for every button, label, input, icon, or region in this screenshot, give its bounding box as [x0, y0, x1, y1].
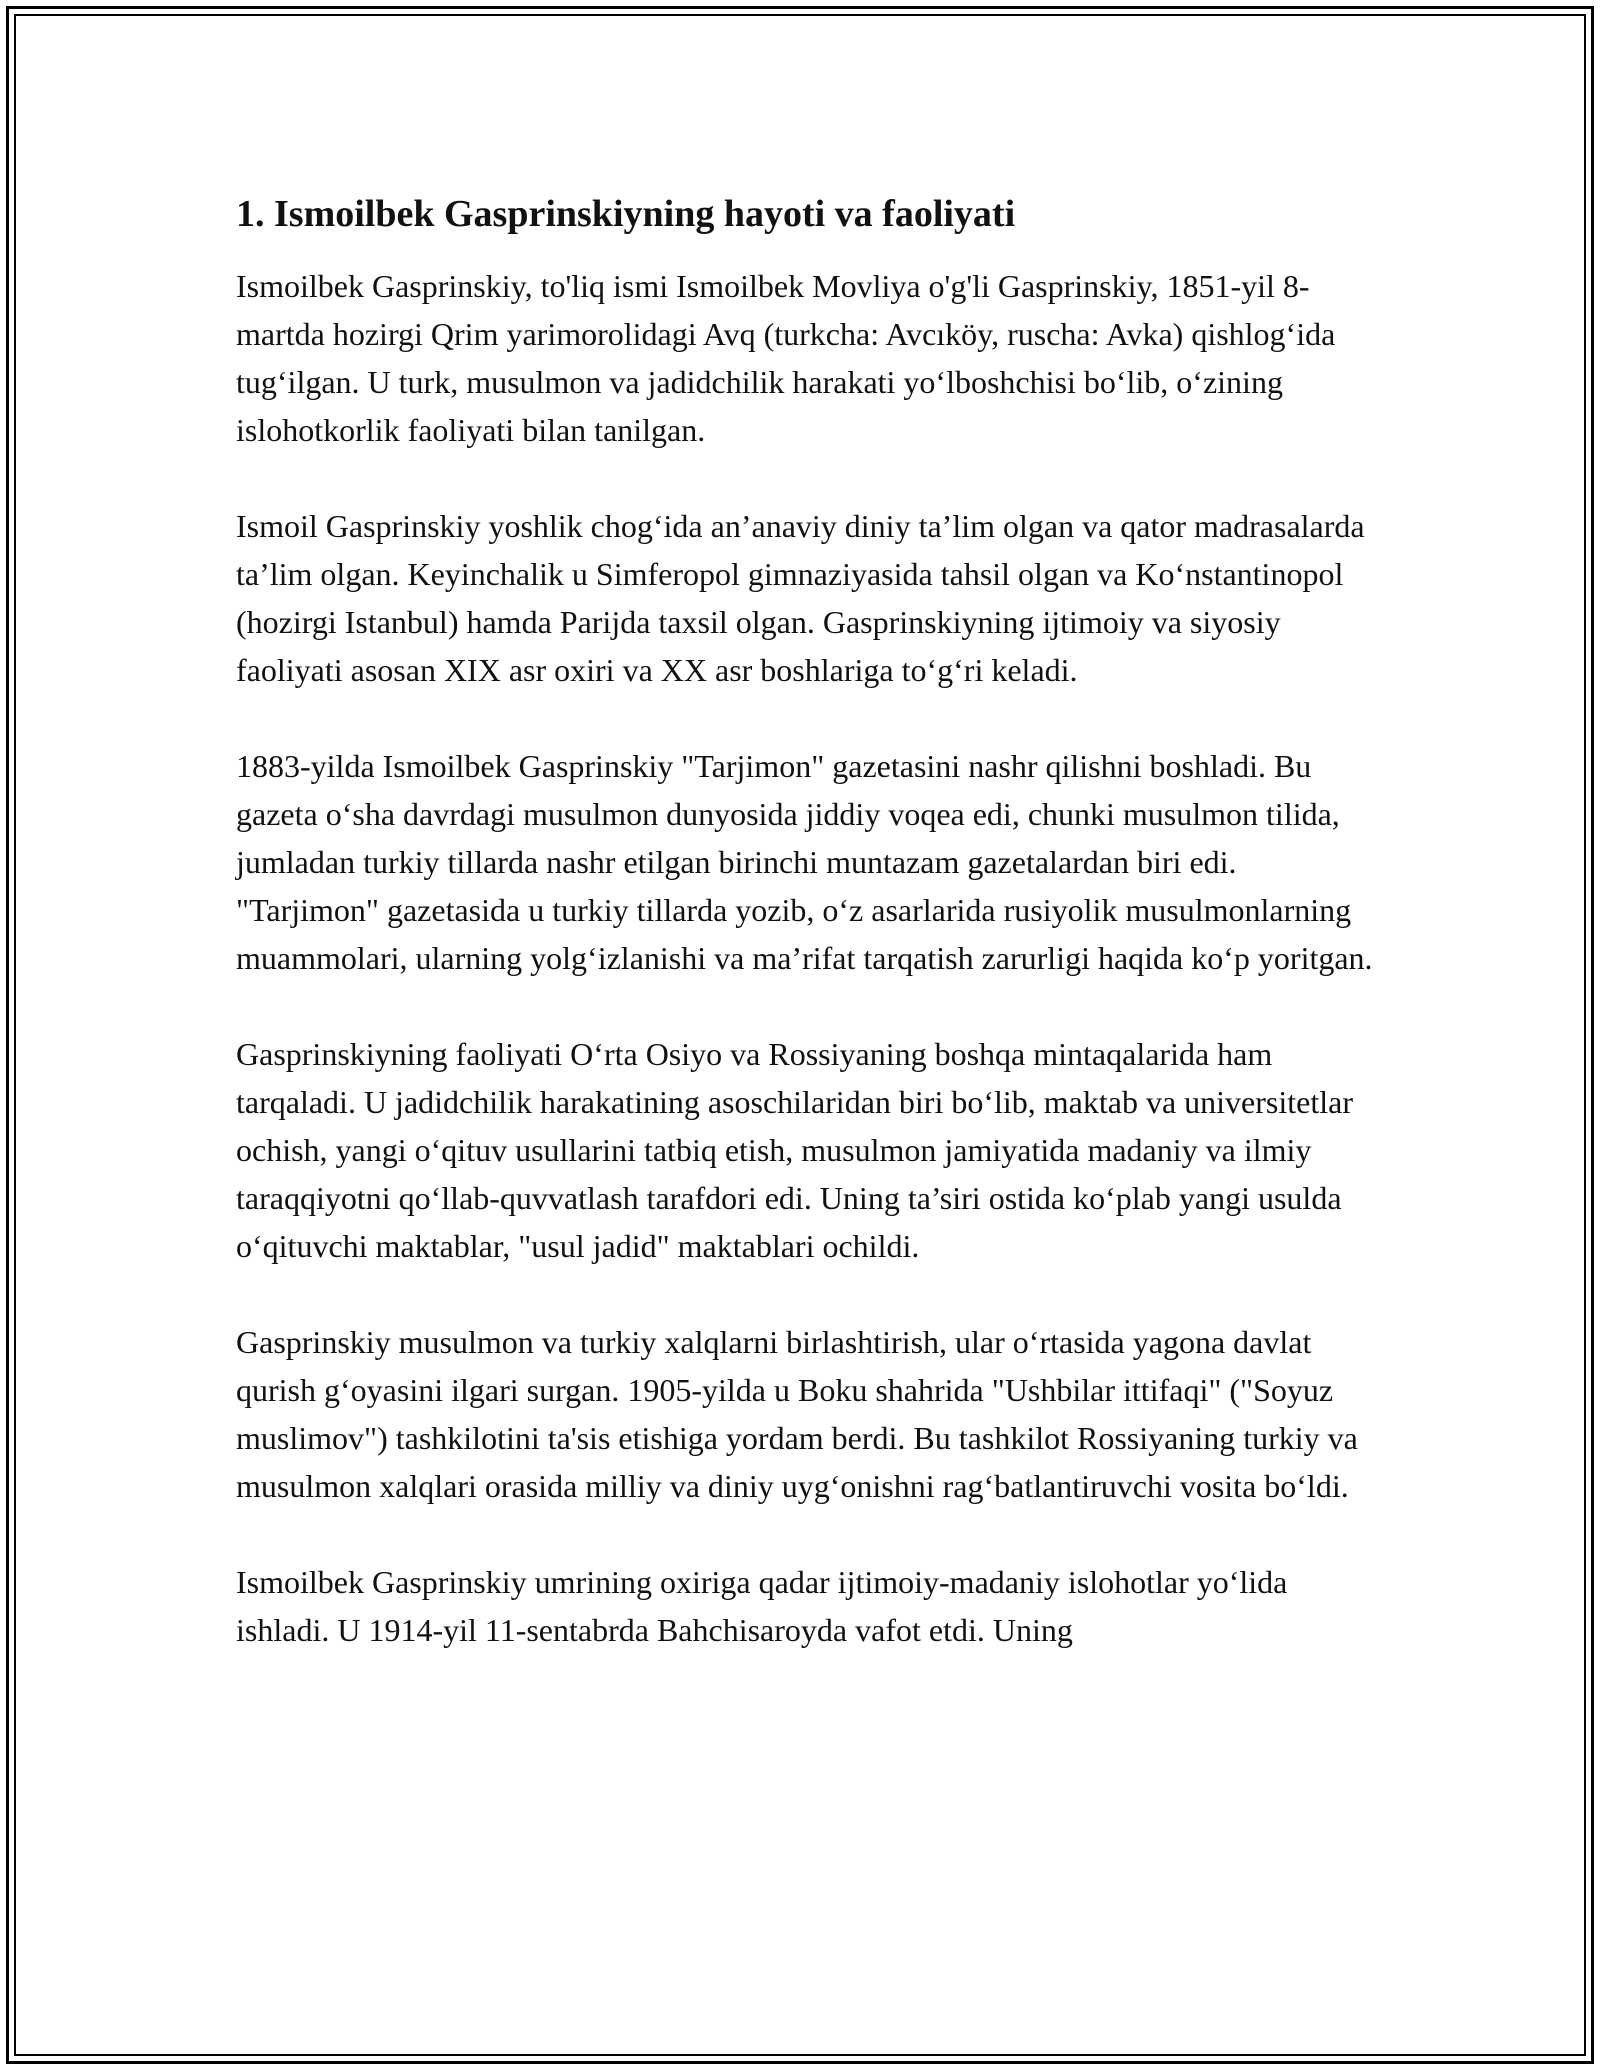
document-body: [236, 186, 1376, 1702]
paragraph-education: Ismoil Gasprinskiy yoshlik chog‘ida an’anaviy diniy ta’lim olgan va qator madrasalarda ta’lim olgan. Keyinchalik u Simferopol gimnaziyasida tahsil olgan va Ko‘nstantinopol (hozirgi Istanbul) hamda Parijda taxsil olgan. Gasprinskiyning ijtimoiy va siyosiy faoliyati asosan XIX asr oxiri va XX asr boshlariga to‘g‘ri keladi.: [236, 508, 1365, 688]
paragraph-death: Ismoilbek Gasprinskiy umrining oxiriga qadar ijtimoiy-madaniy islohotlar yo‘lida ishladi. U 1914-yil 11-sentabrda Bahchisaroyda vafot etdi. Uning: [236, 1564, 1288, 1648]
paragraph-jadidism: Gasprinskiyning faoliyati O‘rta Osiyo va Rossiyaning boshqa mintaqalarida ham tarqaladi. U jadidchilik harakatining asoschilaridan biri bo‘lib, maktab va universitetlar ochish, yangi o‘qituv usullarini tatbiq etish, musulmon jamiyatida madaniy va ilmiy taraqqiyotni qo‘llab-quvvatlash tarafdori edi. Uning ta’siri ostida ko‘plab yangi usulda o‘qituvchi maktablar, "usul jadid" maktablari ochildi.: [236, 1036, 1353, 1264]
paragraph-birth: Ismoilbek Gasprinskiy, to'liq ismi Ismoilbek Movliya o'g'li Gasprinskiy, 1851-yil 8-martda hozirgi Qrim yarimorolidagi Avq (turkcha: Avcıköy, ruscha: Avka) qishlog‘ida tug‘ilgan. U turk, musulmon va jadidchilik harakati yo‘lboshchisi bo‘lib, o‘zining islohotkorlik faoliyati bilan tanilgan.: [236, 268, 1336, 448]
paragraph-unification: Gasprinskiy musulmon va turkiy xalqlarni birlashtirish, ular o‘rtasida yagona davlat qurish g‘oyasini ilgari surgan. 1905-yilda u Boku shahrida "Ushbilar ittifaqi" ("Soyuz muslimov") tashkilotini ta'sis etishiga yordam berdi. Bu tashkilot Rossiyaning turkiy va musulmon xalqlari orasida milliy va diniy uyg‘onishni rag‘batlantiruvchi vosita bo‘ldi.: [236, 1324, 1358, 1504]
document-title: 1. Ismoilbek Gasprinskiyning hayoti va faoliyati: [236, 193, 1016, 235]
paragraph-tarjimon: 1883-yilda Ismoilbek Gasprinskiy "Tarjimon" gazetasini nashr qilishni boshladi. Bu gazeta o‘sha davrdagi musulmon dunyosida jiddiy voqea edi, chunki musulmon tilida, jumladan turkiy tillarda nashr etilgan birinchi muntazam gazetalardan biri edi. "Tarjimon" gazetasida u turkiy tillarda yozib, o‘z asarlarida rusiyolik musulmonlarning muammolari, ularning yolg‘izlanishi va ma’rifat tarqatish zarurligi haqida ko‘p yoritgan.: [236, 748, 1373, 976]
